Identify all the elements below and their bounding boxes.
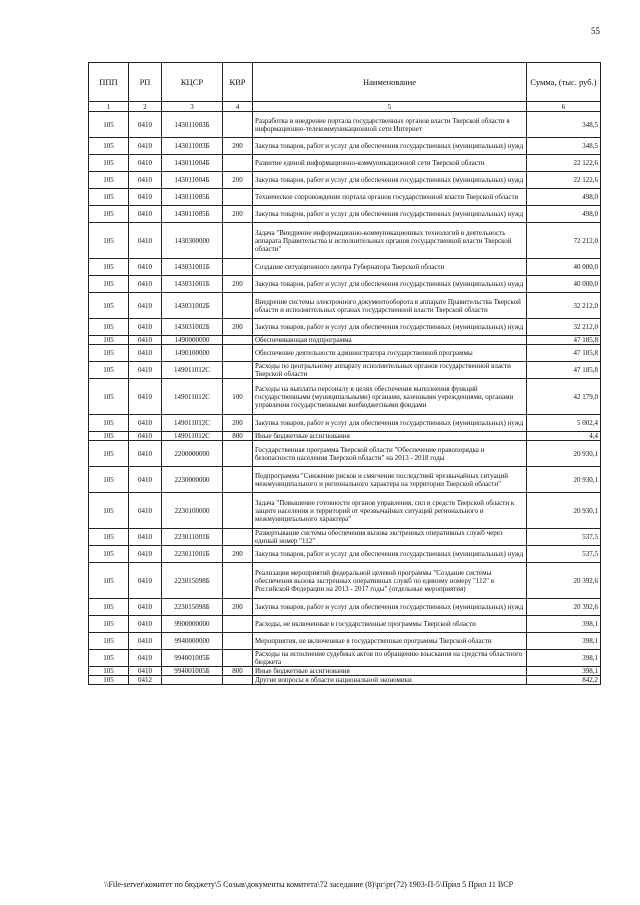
rp-cell: 0410 <box>129 529 162 546</box>
kvr-cell <box>223 467 253 493</box>
table-row <box>89 529 601 546</box>
ppp-cell: 105 <box>89 336 129 345</box>
ppp-cell: 105 <box>89 223 129 259</box>
kvr-cell <box>223 563 253 599</box>
rp-cell: 0410 <box>129 493 162 529</box>
kvr-cell <box>223 633 253 650</box>
kcsr-cell: 143031001Б <box>162 276 223 293</box>
name-cell: Внедрение системы электронного документооборота в аппарате Правительства Тверской области и исполнительных органах государственной власти Тверской области <box>253 293 527 319</box>
name-cell: Разработка и внедрение портала государственных органов власти Тверской области в информационно-телекоммуникационной сети Интернет <box>253 112 527 138</box>
sum-cell: 32 212,0 <box>527 293 601 319</box>
name-cell: Иные бюджетные ассигнования <box>253 667 527 676</box>
kvr-cell <box>223 441 253 467</box>
sum-cell: 40 000,0 <box>527 259 601 276</box>
kvr-cell: 200 <box>223 172 253 189</box>
sum-cell: 22 122,6 <box>527 155 601 172</box>
header-rp: РП <box>129 63 162 102</box>
sum-cell: 20 930,1 <box>527 467 601 493</box>
column-index-row <box>89 102 601 112</box>
index-cell: 4 <box>223 102 253 112</box>
kcsr-cell: 223011001Б <box>162 529 223 546</box>
kcsr-cell: 149011012С <box>162 379 223 415</box>
ppp-cell: 105 <box>89 138 129 155</box>
kvr-cell: 800 <box>223 667 253 676</box>
rp-cell: 0410 <box>129 223 162 259</box>
rp-cell: 0410 <box>129 563 162 599</box>
name-cell: Закупка товаров, работ и услуг для обеспечения государственных (муниципальных) нужд <box>253 599 527 616</box>
sum-cell: 72 212,0 <box>527 223 601 259</box>
index-cell: 6 <box>527 102 601 112</box>
table-row <box>89 336 601 345</box>
sum-cell: 32 212,0 <box>527 319 601 336</box>
index-cell: 3 <box>162 102 223 112</box>
kvr-cell: 200 <box>223 206 253 223</box>
name-cell: Иные бюджетные ассигнования <box>253 432 527 441</box>
kcsr-cell: 994001005Б <box>162 650 223 667</box>
kcsr-cell: 223011001Б <box>162 546 223 563</box>
kcsr-cell: 143011003Б <box>162 138 223 155</box>
ppp-cell: 105 <box>89 432 129 441</box>
sum-cell: 20 930,1 <box>527 441 601 467</box>
sum-cell: 498,0 <box>527 189 601 206</box>
name-cell: Создание ситуационного центра Губернатора Тверской области <box>253 259 527 276</box>
table-row <box>89 432 601 441</box>
rp-cell: 0410 <box>129 415 162 432</box>
sum-cell: 22 122,6 <box>527 172 601 189</box>
name-cell: Закупка товаров, работ и услуг для обеспечения государственных (муниципальных) нужд <box>253 415 527 432</box>
sum-cell: 47 185,8 <box>527 362 601 379</box>
footer-file-path: \\File-server\комитет по бюджету\5 Созыв\документы комитета\72 заседание (8)\рг\рг(72) 1903-П-5\Прил 5 Прил 11 ВСР <box>104 880 514 889</box>
ppp-cell: 105 <box>89 276 129 293</box>
name-cell: Закупка товаров, работ и услуг для обеспечения государственных (муниципальных) нужд <box>253 319 527 336</box>
kvr-cell <box>223 223 253 259</box>
kcsr-cell: 1430300000 <box>162 223 223 259</box>
sum-cell: 348,5 <box>527 112 601 138</box>
rp-cell: 0410 <box>129 616 162 633</box>
kvr-cell <box>223 259 253 276</box>
name-cell: Закупка товаров, работ и услуг для обеспечения государственных (муниципальных) нужд <box>253 206 527 223</box>
table-row <box>89 259 601 276</box>
table-row <box>89 155 601 172</box>
rp-cell: 0410 <box>129 206 162 223</box>
name-cell: Другие вопросы в области национальной экономики <box>253 676 527 685</box>
rp-cell: 0410 <box>129 319 162 336</box>
name-cell: Расходы на выплаты персоналу в целях обеспечения выполнения функций государственными (муниципальными) органами, казенными учреждениями, органами управления государственными внебюджетными фондами <box>253 379 527 415</box>
table-row <box>89 345 601 362</box>
ppp-cell: 105 <box>89 493 129 529</box>
table-row <box>89 206 601 223</box>
kvr-cell <box>223 189 253 206</box>
name-cell: Развертывание системы обеспечения вызова экстренных оперативных служб через единый номер "112" <box>253 529 527 546</box>
ppp-cell: 105 <box>89 362 129 379</box>
kcsr-cell: 143011005Б <box>162 189 223 206</box>
name-cell: Расходы по центральному аппарату исполнительных органов государственной власти Тверской области <box>253 362 527 379</box>
sum-cell: 4,4 <box>527 432 601 441</box>
kcsr-cell: 9900000000 <box>162 616 223 633</box>
header-sum: Сумма, (тыс. руб.) <box>527 63 601 102</box>
table-row <box>89 362 601 379</box>
kcsr-cell: 143031002Б <box>162 293 223 319</box>
table-row <box>89 276 601 293</box>
ppp-cell: 105 <box>89 529 129 546</box>
rp-cell: 0410 <box>129 362 162 379</box>
name-cell: Обеспечивающая подпрограмма <box>253 336 527 345</box>
kcsr-cell: 2230100000 <box>162 493 223 529</box>
ppp-cell: 105 <box>89 667 129 676</box>
sum-cell: 537,5 <box>527 546 601 563</box>
sum-cell: 398,1 <box>527 650 601 667</box>
table-row <box>89 650 601 667</box>
kvr-cell <box>223 112 253 138</box>
sum-cell: 20 930,1 <box>527 493 601 529</box>
table-row <box>89 379 601 415</box>
table-row <box>89 563 601 599</box>
kvr-cell <box>223 293 253 319</box>
table-body <box>89 112 601 685</box>
table-row <box>89 633 601 650</box>
sum-cell: 42 179,0 <box>527 379 601 415</box>
name-cell: Закупка товаров, работ и услуг для обеспечения государственных (муниципальных) нужд <box>253 172 527 189</box>
kcsr-cell: 149011012С <box>162 432 223 441</box>
budget-table <box>88 62 601 685</box>
table-row <box>89 599 601 616</box>
header-ppp: ППП <box>89 63 129 102</box>
kvr-cell: 200 <box>223 138 253 155</box>
table-row <box>89 138 601 155</box>
rp-cell: 0410 <box>129 138 162 155</box>
ppp-cell: 105 <box>89 319 129 336</box>
table-row <box>89 319 601 336</box>
rp-cell: 0410 <box>129 172 162 189</box>
name-cell: Закупка товаров, работ и услуг для обеспечения государственных (муниципальных) нужд <box>253 138 527 155</box>
kvr-cell <box>223 336 253 345</box>
table-row <box>89 546 601 563</box>
kvr-cell: 100 <box>223 379 253 415</box>
ppp-cell: 105 <box>89 676 129 685</box>
table-row <box>89 112 601 138</box>
name-cell: Расходы, не включенные в государственные программы Тверской области <box>253 616 527 633</box>
header-kcsr: КЦСР <box>162 63 223 102</box>
table-row <box>89 172 601 189</box>
sum-cell: 537,5 <box>527 529 601 546</box>
sum-cell: 398,1 <box>527 633 601 650</box>
name-cell: Подпрограмма "Снижение рисков и смягчение последствий чрезвычайных ситуаций межмуниципального и регионального характера на территории Тверской области" <box>253 467 527 493</box>
sum-cell: 20 392,6 <box>527 599 601 616</box>
table-row <box>89 676 601 685</box>
sum-cell: 40 000,0 <box>527 276 601 293</box>
page-number: 55 <box>591 26 600 36</box>
kvr-cell: 200 <box>223 546 253 563</box>
kvr-cell <box>223 529 253 546</box>
kvr-cell <box>223 493 253 529</box>
name-cell: Закупка товаров, работ и услуг для обеспечения государственных (муниципальных) нужд <box>253 546 527 563</box>
name-cell: Техническое сопровождение портала органов государственной власти Тверской области <box>253 189 527 206</box>
name-cell: Расходы на исполнение судебных актов по обращению взыскания на средства областного бюджета <box>253 650 527 667</box>
rp-cell: 0410 <box>129 599 162 616</box>
ppp-cell: 105 <box>89 155 129 172</box>
sum-cell: 47 185,8 <box>527 345 601 362</box>
ppp-cell: 105 <box>89 415 129 432</box>
ppp-cell: 105 <box>89 259 129 276</box>
kcsr-cell: 149011012С <box>162 362 223 379</box>
kcsr-cell <box>162 676 223 685</box>
ppp-cell: 105 <box>89 633 129 650</box>
table-row <box>89 667 601 676</box>
header-name: Наименование <box>253 63 527 102</box>
rp-cell: 0410 <box>129 432 162 441</box>
kcsr-cell: 1490000000 <box>162 336 223 345</box>
rp-cell: 0410 <box>129 155 162 172</box>
sum-cell: 398,1 <box>527 667 601 676</box>
kvr-cell: 200 <box>223 599 253 616</box>
table-row <box>89 467 601 493</box>
ppp-cell: 105 <box>89 650 129 667</box>
kvr-cell <box>223 345 253 362</box>
kvr-cell: 200 <box>223 276 253 293</box>
name-cell: Задача "Внедрение информационно-коммуникационных технологий в деятельность аппарата Правительства и исполнительных органов государственной власти Тверской области" <box>253 223 527 259</box>
rp-cell: 0410 <box>129 633 162 650</box>
kcsr-cell: 143031001Б <box>162 259 223 276</box>
kcsr-cell: 143011005Б <box>162 206 223 223</box>
kcsr-cell: 994001005Б <box>162 667 223 676</box>
kcsr-cell: 223015098Б <box>162 563 223 599</box>
ppp-cell: 105 <box>89 172 129 189</box>
kvr-cell: 800 <box>223 432 253 441</box>
kcsr-cell: 143011003Б <box>162 112 223 138</box>
kvr-cell: 200 <box>223 319 253 336</box>
table-row <box>89 223 601 259</box>
index-cell: 2 <box>129 102 162 112</box>
table-row <box>89 616 601 633</box>
sum-cell: 398,1 <box>527 616 601 633</box>
kcsr-cell: 2200000000 <box>162 441 223 467</box>
rp-cell: 0410 <box>129 467 162 493</box>
kcsr-cell: 149011012С <box>162 415 223 432</box>
ppp-cell: 105 <box>89 345 129 362</box>
sum-cell: 47 185,8 <box>527 336 601 345</box>
rp-cell: 0410 <box>129 112 162 138</box>
sum-cell: 842,2 <box>527 676 601 685</box>
ppp-cell: 105 <box>89 293 129 319</box>
ppp-cell: 105 <box>89 189 129 206</box>
kcsr-cell: 2230000000 <box>162 467 223 493</box>
name-cell: Закупка товаров, работ и услуг для обеспечения государственных (муниципальных) нужд <box>253 276 527 293</box>
table-row <box>89 441 601 467</box>
rp-cell: 0410 <box>129 336 162 345</box>
kvr-cell <box>223 155 253 172</box>
rp-cell: 0410 <box>129 293 162 319</box>
kvr-cell <box>223 650 253 667</box>
sum-cell: 348,5 <box>527 138 601 155</box>
rp-cell: 0410 <box>129 276 162 293</box>
rp-cell: 0410 <box>129 379 162 415</box>
ppp-cell: 105 <box>89 206 129 223</box>
rp-cell: 0410 <box>129 546 162 563</box>
ppp-cell: 105 <box>89 563 129 599</box>
sum-cell: 498,0 <box>527 206 601 223</box>
kvr-cell <box>223 616 253 633</box>
ppp-cell: 105 <box>89 546 129 563</box>
rp-cell: 0412 <box>129 676 162 685</box>
rp-cell: 0410 <box>129 667 162 676</box>
kcsr-cell: 143031002Б <box>162 319 223 336</box>
kcsr-cell: 9940000000 <box>162 633 223 650</box>
kvr-cell: 200 <box>223 415 253 432</box>
name-cell: Государственная программа Тверской области "Обеспечение правопорядка и безопасности населения Тверской области" на 2013 - 2018 годы <box>253 441 527 467</box>
name-cell: Задача "Повышение готовности органов управления, сил и средств Тверской области к защите населения и территорий от чрезвычайных ситуаций регионального и межмуниципального характера" <box>253 493 527 529</box>
rp-cell: 0410 <box>129 650 162 667</box>
kcsr-cell: 223015098Б <box>162 599 223 616</box>
table-row <box>89 415 601 432</box>
header-kvr: КВР <box>223 63 253 102</box>
table-row <box>89 189 601 206</box>
table-row <box>89 493 601 529</box>
ppp-cell: 105 <box>89 441 129 467</box>
rp-cell: 0410 <box>129 345 162 362</box>
ppp-cell: 105 <box>89 616 129 633</box>
kvr-cell <box>223 676 253 685</box>
sum-cell: 5 002,4 <box>527 415 601 432</box>
sum-cell: 20 392,6 <box>527 563 601 599</box>
name-cell: Развитие единой информационно-коммуникационной сети Тверской области <box>253 155 527 172</box>
name-cell: Мероприятия, не включенные в государственные программы Тверской области <box>253 633 527 650</box>
name-cell: Обеспечение деятельности администратора государственной программы <box>253 345 527 362</box>
kcsr-cell: 143011004Б <box>162 172 223 189</box>
rp-cell: 0410 <box>129 441 162 467</box>
index-cell: 5 <box>253 102 527 112</box>
kvr-cell <box>223 362 253 379</box>
name-cell: Реализация мероприятий федеральной целевой программы "Создание системы обеспечения вызова экстренных оперативных служб по единому номеру "112" в Российской Федерации на 2013 - 2017 годы" (отдельные мероприятия) <box>253 563 527 599</box>
index-cell: 1 <box>89 102 129 112</box>
kcsr-cell: 1490100000 <box>162 345 223 362</box>
table-header-row <box>89 63 601 102</box>
kcsr-cell: 143011004Б <box>162 155 223 172</box>
rp-cell: 0410 <box>129 189 162 206</box>
ppp-cell: 105 <box>89 467 129 493</box>
ppp-cell: 105 <box>89 112 129 138</box>
ppp-cell: 105 <box>89 599 129 616</box>
ppp-cell: 105 <box>89 379 129 415</box>
table-row <box>89 293 601 319</box>
rp-cell: 0410 <box>129 259 162 276</box>
